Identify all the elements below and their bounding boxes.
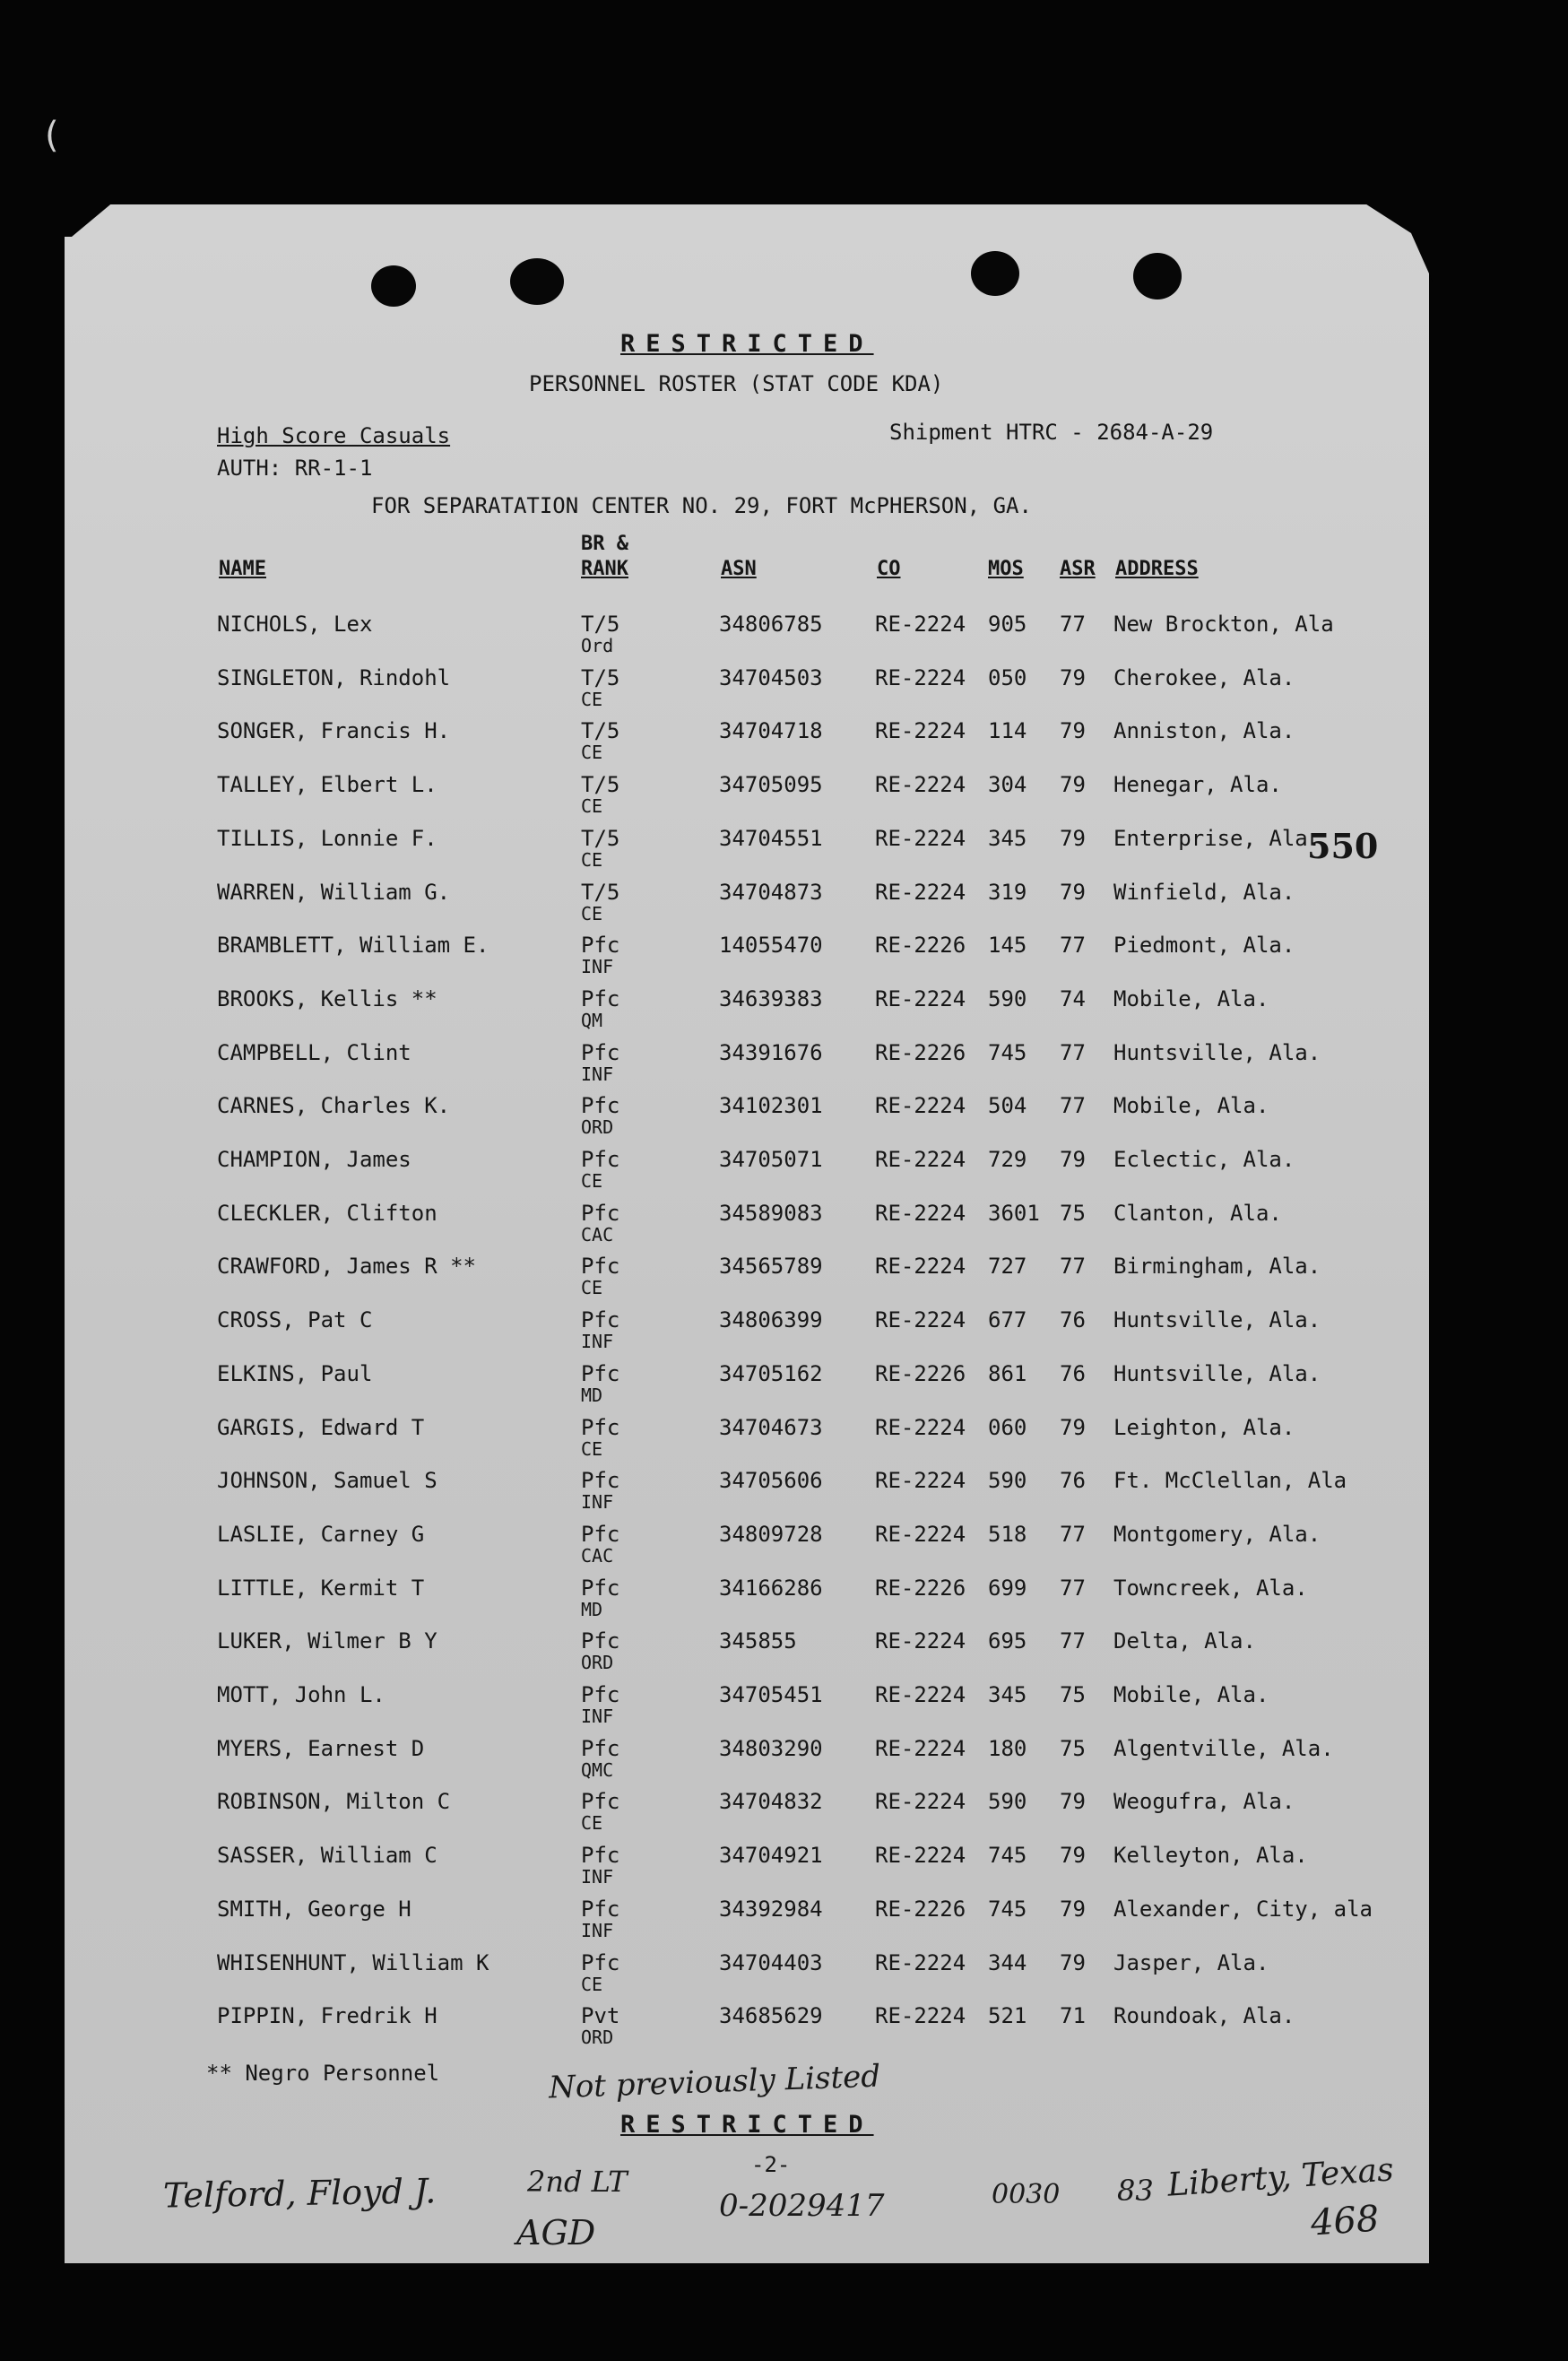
cell-mos: 060 [988,1415,1027,1440]
cell-rank: Pfc [581,1789,620,1814]
cell-name: LASLIE, Carney G [217,1522,425,1547]
cell-name: CARNES, Charles K. [217,1093,451,1118]
cell-mos: 345 [988,826,1027,851]
cell-name: ROBINSON, Milton C [217,1789,451,1814]
cell-branch: INF [581,1063,614,1085]
col-mos: MOS [988,558,1024,580]
cell-asn: 34166286 [719,1575,823,1601]
cell-asn: 34705451 [719,1682,823,1707]
cell-co: RE-2224 [875,880,966,905]
cell-co: RE-2224 [875,1093,966,1118]
cell-branch: INF [581,1866,614,1888]
cell-asn: 34704832 [719,1789,823,1814]
cell-name: WARREN, William G. [217,880,451,905]
cell-name: MYERS, Earnest D [217,1736,425,1761]
cell-address: Mobile, Ala. [1113,986,1269,1011]
cell-rank: Pfc [581,1201,620,1226]
cell-branch: CAC [581,1545,614,1567]
cell-co: RE-2226 [875,933,966,958]
cell-address: Delta, Ala. [1113,1628,1256,1654]
cell-co: RE-2224 [875,1682,966,1707]
cell-rank: Pfc [581,1468,620,1493]
cell-asr: 77 [1060,612,1086,637]
cell-asr: 79 [1060,826,1086,851]
cell-rank: Pfc [581,1415,620,1440]
cell-rank: Pfc [581,1522,620,1547]
cell-rank: Pfc [581,1040,620,1065]
col-asn: ASN [721,558,757,580]
cell-asr: 79 [1060,1897,1086,1922]
cell-rank: Pfc [581,1147,620,1172]
cell-asr: 79 [1060,1147,1086,1172]
cell-rank: Pfc [581,1843,620,1868]
cell-mos: 050 [988,665,1027,690]
cell-name: MOTT, John L. [217,1682,386,1707]
cell-asn: 34809728 [719,1522,823,1547]
cell-co: RE-2224 [875,612,966,637]
cell-rank: T/5 [581,772,620,797]
cell-co: RE-2224 [875,986,966,1011]
cell-asn: 34704718 [719,718,823,743]
cell-mos: 145 [988,933,1027,958]
cell-name: GARGIS, Edward T [217,1415,425,1440]
cell-address: Enterprise, Ala. [1113,826,1321,851]
cell-address: New Brockton, Ala [1113,612,1334,637]
cell-rank: Pfc [581,1361,620,1386]
cell-address: Weogufra, Ala. [1113,1789,1295,1814]
group-label: High Score Casuals [217,423,451,448]
cell-branch: CE [581,742,603,763]
cell-mos: 745 [988,1843,1027,1868]
cell-asr: 77 [1060,1093,1086,1118]
cell-asr: 71 [1060,2003,1086,2028]
cell-rank: T/5 [581,880,620,905]
cell-asr: 79 [1060,880,1086,905]
handwritten-entry-asr: 83 [1117,2174,1154,2208]
handwritten-entry-name: Telford, Floyd J. [162,2171,437,2216]
cell-asn: 34705095 [719,772,823,797]
cell-mos: 114 [988,718,1027,743]
cell-asn: 34705071 [719,1147,823,1172]
cell-branch: ORD [581,1652,614,1673]
cell-branch: CE [581,1812,603,1834]
cell-address: Jasper, Ala. [1113,1950,1269,1975]
cell-co: RE-2224 [875,1628,966,1654]
stamp-550: 550 [1307,826,1379,866]
cell-name: LITTLE, Kermit T [217,1575,425,1601]
cell-mos: 745 [988,1040,1027,1065]
punch-hole [371,265,416,307]
cell-asr: 79 [1060,1415,1086,1440]
handwritten-entry-asn: 0-2029417 [719,2188,885,2224]
cell-address: Piedmont, Ala. [1113,933,1295,958]
cell-co: RE-2224 [875,1843,966,1868]
cell-branch: CE [581,795,603,817]
cell-branch: INF [581,1331,614,1352]
cell-co: RE-2224 [875,772,966,797]
cell-asr: 79 [1060,1789,1086,1814]
cell-mos: 590 [988,1789,1027,1814]
cell-asn: 34806399 [719,1307,823,1332]
handwritten-entry-rank: 2nd LT [527,2165,628,2199]
cell-rank: Pfc [581,1307,620,1332]
torn-corner-left [61,201,115,237]
cell-co: RE-2224 [875,2003,966,2028]
cell-rank: Pfc [581,986,620,1011]
cell-name: TILLIS, Lonnie F. [217,826,437,851]
cell-asn: 34391676 [719,1040,823,1065]
col-rank: RANK [581,558,628,580]
cell-co: RE-2224 [875,1307,966,1332]
classification-top: RESTRICTED [620,330,874,358]
cell-mos: 677 [988,1307,1027,1332]
cell-branch: INF [581,956,614,977]
cell-asr: 77 [1060,933,1086,958]
cell-asn: 34803290 [719,1736,823,1761]
cell-asr: 79 [1060,1950,1086,1975]
cell-asr: 77 [1060,1254,1086,1279]
col-name: NAME [219,558,266,580]
cell-address: Montgomery, Ala. [1113,1522,1321,1547]
page-number: -2- [751,2152,791,2177]
cell-asr: 75 [1060,1682,1086,1707]
cell-address: Kelleyton, Ala. [1113,1843,1308,1868]
roster-page [65,204,1429,2263]
cell-rank: Pfc [581,1575,620,1601]
cell-address: Huntsville, Ala. [1113,1307,1321,1332]
cell-branch: ORD [581,2027,614,2048]
cell-branch: QMC [581,1759,614,1781]
cell-name: CRAWFORD, James R ** [217,1254,476,1279]
cell-asr: 79 [1060,718,1086,743]
cell-address: Anniston, Ala. [1113,718,1295,743]
punch-hole [971,251,1019,296]
cell-mos: 180 [988,1736,1027,1761]
cell-name: LUKER, Wilmer B Y [217,1628,437,1654]
cell-branch: MD [581,1384,603,1406]
cell-branch: CE [581,689,603,710]
cell-address: Algentville, Ala. [1113,1736,1334,1761]
cell-asn: 34102301 [719,1093,823,1118]
cell-branch: CE [581,849,603,871]
cell-asn: 34704673 [719,1415,823,1440]
col-br-top: BR & [581,533,628,555]
cell-name: SINGLETON, Rindohl [217,665,451,690]
cell-asn: 34704921 [719,1843,823,1868]
cell-co: RE-2226 [875,1040,966,1065]
handwritten-entry-number: 468 [1309,2198,1381,2244]
cell-rank: Pfc [581,1736,620,1761]
cell-mos: 344 [988,1950,1027,1975]
cell-mos: 304 [988,772,1027,797]
handwritten-entry-branch: AGD [516,2213,596,2252]
cell-co: RE-2226 [875,1897,966,1922]
cell-mos: 504 [988,1093,1027,1118]
cell-asr: 79 [1060,665,1086,690]
cell-name: SMITH, George H [217,1897,411,1922]
cell-asn: 34705162 [719,1361,823,1386]
cell-rank: Pfc [581,1950,620,1975]
cell-co: RE-2224 [875,1950,966,1975]
cell-name: BROOKS, Kellis ** [217,986,437,1011]
cell-co: RE-2224 [875,1147,966,1172]
cell-rank: Pfc [581,1682,620,1707]
cell-address: Winfield, Ala. [1113,880,1295,905]
shipment-label: Shipment HTRC - 2684-A-29 [889,420,1214,445]
cell-co: RE-2224 [875,1736,966,1761]
cell-co: RE-2226 [875,1575,966,1601]
auth-label: AUTH: RR-1-1 [217,456,373,481]
torn-corner-right [1361,201,1433,282]
cell-name: CHAMPION, James [217,1147,411,1172]
cell-asr: 77 [1060,1522,1086,1547]
cell-mos: 319 [988,880,1027,905]
cell-co: RE-2224 [875,1415,966,1440]
punch-hole [1133,253,1182,299]
cell-asn: 34704403 [719,1950,823,1975]
cell-branch: INF [581,1491,614,1513]
cell-asn: 34705606 [719,1468,823,1493]
cell-mos: 590 [988,1468,1027,1493]
cell-address: Henegar, Ala. [1113,772,1282,797]
cell-address: Clanton, Ala. [1113,1201,1282,1226]
cell-address: Birmingham, Ala. [1113,1254,1321,1279]
cell-name: SONGER, Francis H. [217,718,451,743]
cell-rank: Pfc [581,1897,620,1922]
cell-co: RE-2224 [875,1522,966,1547]
cell-branch: CE [581,1277,603,1298]
cell-address: Towncreek, Ala. [1113,1575,1308,1601]
cell-asn: 34806785 [719,612,823,637]
cell-branch: CE [581,903,603,924]
cell-asn: 34704551 [719,826,823,851]
cell-mos: 745 [988,1897,1027,1922]
cell-name: BRAMBLETT, William E. [217,933,489,958]
roster-title: PERSONNEL ROSTER (STAT CODE KDA) [529,371,944,396]
cell-asn: 34639383 [719,986,823,1011]
cell-mos: 345 [988,1682,1027,1707]
handwritten-entry-mos: 0030 [992,2179,1061,2210]
cell-branch: CE [581,1974,603,1995]
cell-branch: CAC [581,1224,614,1246]
cell-asr: 76 [1060,1361,1086,1386]
cell-branch: CE [581,1170,603,1192]
punch-hole [510,258,564,305]
cell-branch: Ord [581,635,614,656]
cell-asn: 34685629 [719,2003,823,2028]
col-asr: ASR [1060,558,1096,580]
cell-mos: 861 [988,1361,1027,1386]
cell-rank: T/5 [581,718,620,743]
cell-rank: Pfc [581,1093,620,1118]
cell-asn: 345855 [719,1628,797,1654]
cell-mos: 518 [988,1522,1027,1547]
cell-asr: 74 [1060,986,1086,1011]
cell-name: CAMPBELL, Clint [217,1040,411,1065]
cell-branch: CE [581,1438,603,1460]
cell-asr: 76 [1060,1307,1086,1332]
cell-asr: 77 [1060,1575,1086,1601]
cell-asn: 34704503 [719,665,823,690]
cell-rank: Pfc [581,1254,620,1279]
cell-address: Mobile, Ala. [1113,1682,1269,1707]
cell-address: Roundoak, Ala. [1113,2003,1295,2028]
cell-rank: T/5 [581,826,620,851]
cell-name: CLECKLER, Clifton [217,1201,437,1226]
col-co: CO [877,558,901,580]
cell-name: PIPPIN, Fredrik H [217,2003,437,2028]
cell-asr: 79 [1060,772,1086,797]
cell-address: Huntsville, Ala. [1113,1361,1321,1386]
cell-mos: 695 [988,1628,1027,1654]
cell-address: Leighton, Ala. [1113,1415,1295,1440]
cell-asr: 75 [1060,1201,1086,1226]
cell-mos: 729 [988,1147,1027,1172]
cell-rank: Pfc [581,1628,620,1654]
cell-address: Eclectic, Ala. [1113,1147,1295,1172]
cell-asr: 77 [1060,1628,1086,1654]
handwritten-entry-address: Liberty, Texas [1165,2151,1395,2204]
cell-name: ELKINS, Paul [217,1361,373,1386]
cell-name: WHISENHUNT, William K [217,1950,489,1975]
cell-address: Huntsville, Ala. [1113,1040,1321,1065]
cell-branch: MD [581,1599,603,1620]
cell-mos: 3601 [988,1201,1040,1226]
cell-asr: 79 [1060,1843,1086,1868]
cell-rank: T/5 [581,612,620,637]
cell-asr: 77 [1060,1040,1086,1065]
cell-mos: 699 [988,1575,1027,1601]
footnote: ** Negro Personnel [206,2061,440,2086]
cell-rank: Pfc [581,933,620,958]
cell-co: RE-2226 [875,1361,966,1386]
cell-branch: QM [581,1010,603,1031]
cell-branch: ORD [581,1116,614,1138]
cell-asn: 34392984 [719,1897,823,1922]
cell-address: Cherokee, Ala. [1113,665,1295,690]
cell-branch: INF [581,1706,614,1727]
classification-bottom: RESTRICTED [620,2111,874,2139]
cell-rank: T/5 [581,665,620,690]
cell-co: RE-2224 [875,1468,966,1493]
cell-asn: 34565789 [719,1254,823,1279]
cell-co: RE-2224 [875,1201,966,1226]
cell-name: NICHOLS, Lex [217,612,373,637]
cell-mos: 521 [988,2003,1027,2028]
cell-branch: INF [581,1920,614,1941]
cell-co: RE-2224 [875,1789,966,1814]
cell-co: RE-2224 [875,1254,966,1279]
destination-label: FOR SEPARATATION CENTER NO. 29, FORT McPHERSON, GA. [371,493,1032,518]
cell-name: CROSS, Pat C [217,1307,373,1332]
cell-asn: 34589083 [719,1201,823,1226]
handwritten-note: Not previously Listed [548,2058,881,2106]
col-address: ADDRESS [1115,558,1199,580]
cell-address: Mobile, Ala. [1113,1093,1269,1118]
cell-name: JOHNSON, Samuel S [217,1468,437,1493]
cell-asr: 76 [1060,1468,1086,1493]
cell-asr: 75 [1060,1736,1086,1761]
cell-mos: 905 [988,612,1027,637]
cell-rank: Pvt [581,2003,620,2028]
margin-mark: ( [45,115,59,156]
cell-mos: 727 [988,1254,1027,1279]
cell-co: RE-2224 [875,826,966,851]
cell-asn: 14055470 [719,933,823,958]
cell-co: RE-2224 [875,665,966,690]
cell-name: SASSER, William C [217,1843,437,1868]
cell-name: TALLEY, Elbert L. [217,772,437,797]
cell-address: Ft. McClellan, Ala [1113,1468,1347,1493]
cell-co: RE-2224 [875,718,966,743]
cell-address: Alexander, City, ala [1113,1897,1373,1922]
cell-asn: 34704873 [719,880,823,905]
cell-mos: 590 [988,986,1027,1011]
